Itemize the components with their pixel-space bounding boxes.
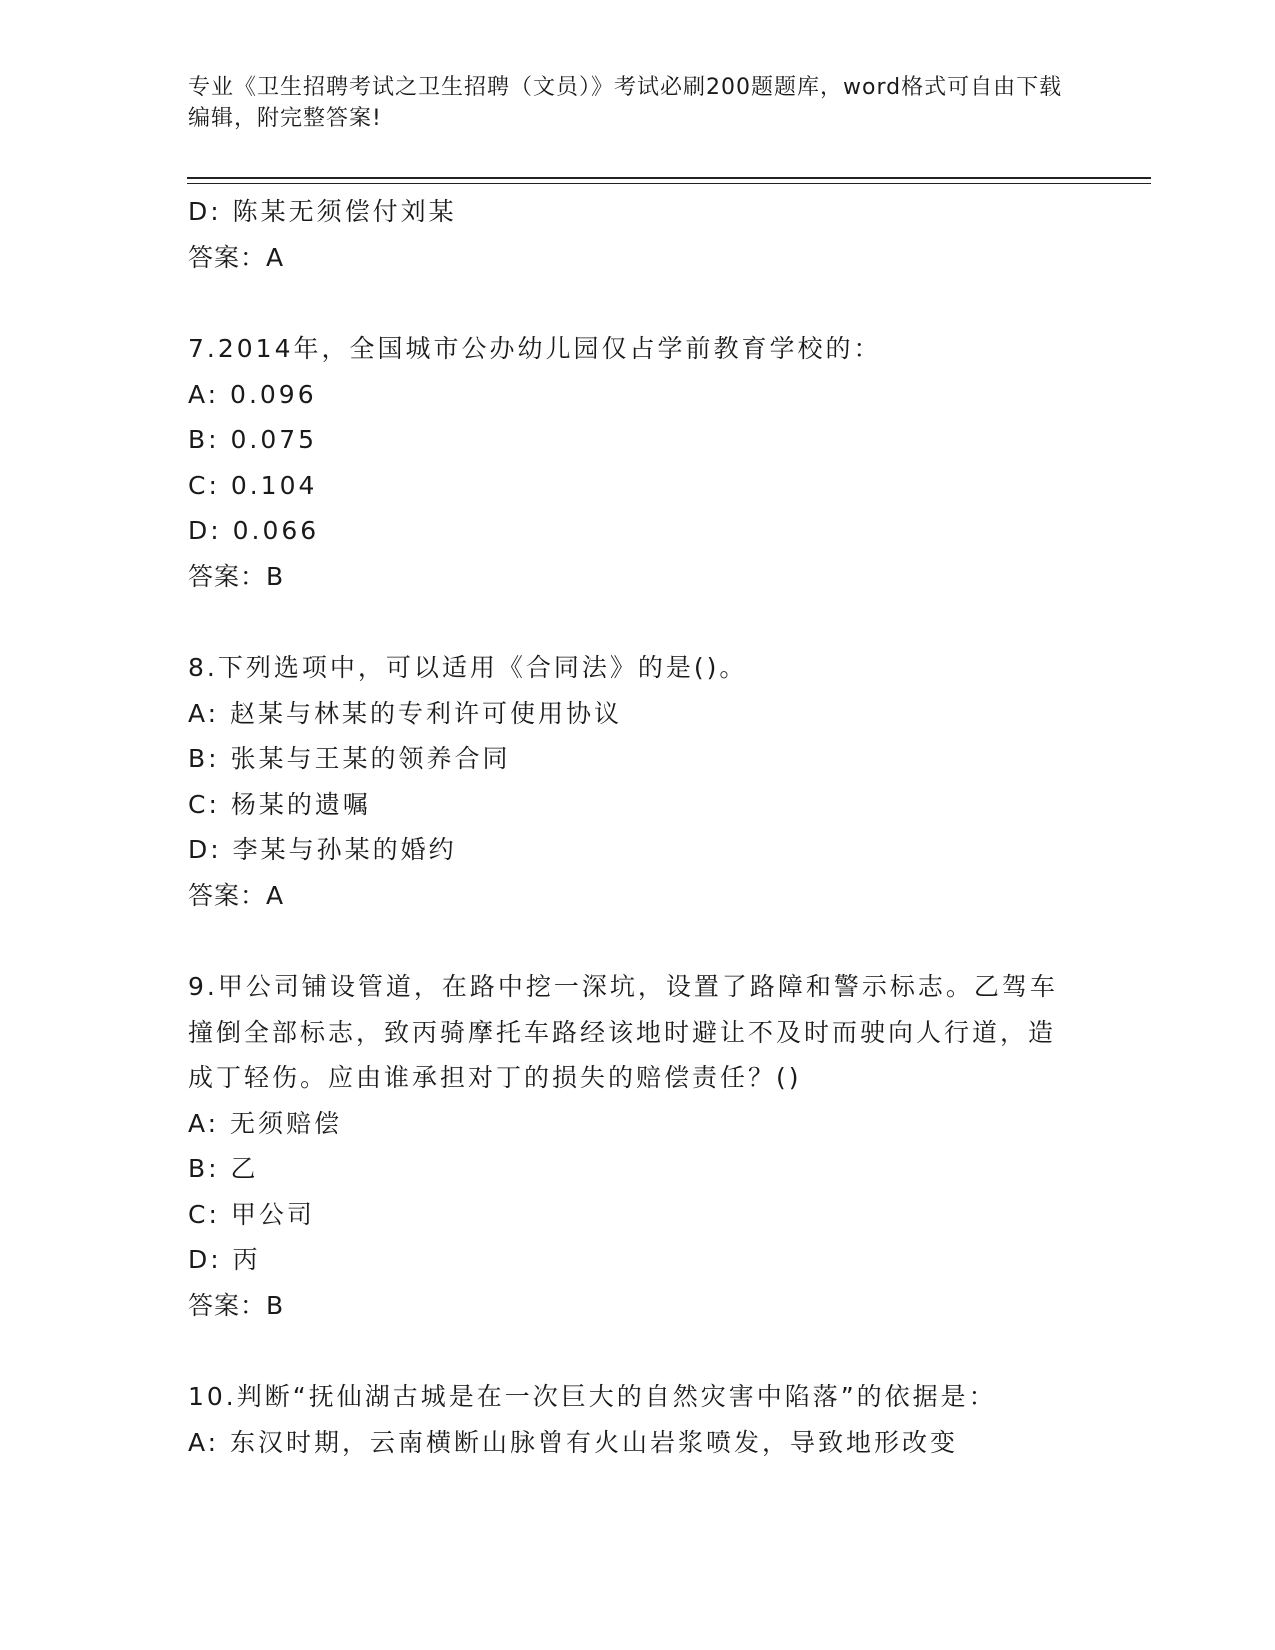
answer: 答案：B <box>188 1290 285 1320</box>
option-d: D: 丙 <box>188 1245 261 1274</box>
option-b: B: 张某与王某的领养合同 <box>188 744 511 773</box>
question-stem: 10.判断“抚仙湖古城是在一次巨大的自然灾害中陷落”的依据是： <box>188 1382 997 1411</box>
question-10 <box>188 1374 1068 1465</box>
answer: 答案：A <box>188 880 285 910</box>
question-7 <box>188 326 1068 599</box>
option-c: C: 杨某的遗嘱 <box>188 789 371 819</box>
question-stem: 9.甲公司铺设管道，在路中挖一深坑，设置了路障和警示标志。乙驾车撞倒全部标志，致丙骑摩托车路经该地时避让不及时而驶向人行道，造成丁轻伤。应由谁承担对丁的损失的赔偿责任？() <box>188 972 1058 1092</box>
question-stem: 7.2014年，全国城市公办幼儿园仅占学前教育学校的： <box>188 334 882 363</box>
option-a: A: 0.096 <box>188 379 317 409</box>
prev-option-d: D: 陈某无须偿付刘某 <box>188 197 457 226</box>
option-b: B: 乙 <box>188 1154 259 1183</box>
header-rule-thick <box>187 177 1151 179</box>
option-a: A: 东汉时期，云南横断山脉曾有火山岩浆喷发，导致地形改变 <box>188 1427 959 1457</box>
option-d: D: 0.066 <box>188 516 320 545</box>
page-header: 专业《卫生招聘考试之卫生招聘（文员）》考试必刷200题题库，word格式可自由下载编辑，附完整答案! <box>188 75 1063 131</box>
option-c: C: 甲公司 <box>188 1199 315 1229</box>
option-b: B: 0.075 <box>188 425 318 454</box>
question-8 <box>188 645 1068 918</box>
answer: 答案：B <box>188 561 285 591</box>
header-rule-thin <box>187 183 1151 184</box>
prev-answer: 答案：A <box>188 242 285 272</box>
option-a: A: 赵某与林某的专利许可使用协议 <box>188 698 623 728</box>
option-c: C: 0.104 <box>188 470 318 500</box>
question-9 <box>188 964 1068 1328</box>
option-a: A: 无须赔偿 <box>188 1108 343 1138</box>
question-content <box>188 189 1068 1465</box>
option-d: D: 李某与孙某的婚约 <box>188 835 457 864</box>
question-stem: 8.下列选项中，可以适用《合同法》的是()。 <box>188 653 748 682</box>
